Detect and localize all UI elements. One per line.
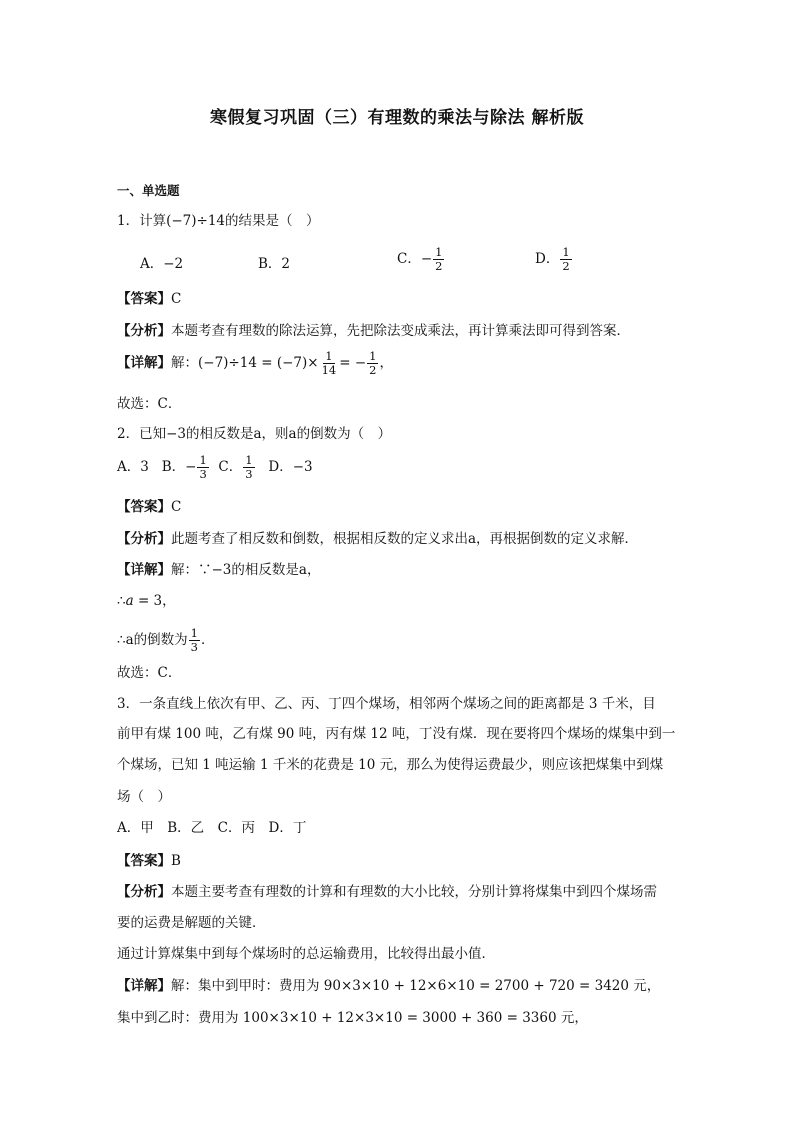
q2-answer <box>117 497 181 517</box>
detail-tag: 【详解】 <box>117 562 171 578</box>
q2-analysis <box>117 529 638 549</box>
analysis-tag: 【分析】 <box>117 323 171 339</box>
q1-detail <box>117 350 393 377</box>
fraction-denominator: 14 <box>321 363 337 377</box>
q1-option-d <box>535 246 573 273</box>
q3-stem-line-4: 场（ ） <box>117 789 171 805</box>
fraction-numerator: 1 <box>190 626 198 640</box>
q2-option-a: A．3 <box>117 459 149 475</box>
q3-detail-line-1 <box>117 976 660 996</box>
answer-value: C <box>171 499 182 515</box>
q3-analysis-line-1 <box>117 882 657 902</box>
fraction-denominator: 2 <box>369 363 377 377</box>
q2-option-b-fraction <box>197 454 208 481</box>
q2-step-1 <box>117 591 176 611</box>
q1-option-b: B．2 <box>258 256 291 272</box>
answer-tag: 【答案】 <box>117 853 171 869</box>
fraction-numerator: 1 <box>199 453 207 467</box>
detail-expression-start: 解：(−7)÷14 = (−7)× <box>171 355 319 371</box>
section-heading: 一、单选题 <box>117 183 180 198</box>
q3-options: A．甲 B．乙 C．丙 D．丁 <box>117 820 307 836</box>
q2-detail <box>117 560 320 580</box>
q1-option-a: A．−2 <box>140 256 184 272</box>
detail-text: 解：集中到甲时：费用为 90×3×10 + 12×6×10 = 2700 + 720 = 3420 元， <box>171 978 661 994</box>
q3-analysis-line-3: 通过计算煤集中到每个煤场时的总运输费用，比较得出最小值． <box>117 946 495 962</box>
fraction-numerator: 1 <box>435 245 443 259</box>
answer-tag: 【答案】 <box>117 291 171 307</box>
fraction-numerator: 1 <box>562 245 570 259</box>
q3-analysis-line-2: 要的运费是解题的关键． <box>117 915 266 931</box>
q2-option-c-fraction <box>243 454 254 481</box>
q3-answer <box>117 851 181 871</box>
q1-option-d-prefix: D． <box>535 251 560 267</box>
analysis-tag: 【分析】 <box>117 884 171 900</box>
q1-analysis <box>117 321 630 341</box>
q3-stem-line-2: 前甲有煤 100 吨，乙有煤 90 吨，丙有煤 12 吨，丁没有煤．现在要将四个煤场的煤集中到一 <box>117 726 676 742</box>
fraction-denominator: 2 <box>435 259 443 273</box>
detail-tag: 【详解】 <box>117 978 171 994</box>
step-2-text: ∴a的倒数为 <box>117 632 188 648</box>
page-title: 寒假复习巩固（三）有理数的乘法与除法 解析版 <box>210 108 584 128</box>
answer-value: C <box>171 291 182 307</box>
q2-option-c-prefix: C． <box>218 459 243 475</box>
q1-option-c-prefix: C．− <box>397 251 433 267</box>
variable-a: a <box>125 593 134 609</box>
q2-choose: 故选：C． <box>117 665 182 681</box>
fraction-denominator: 2 <box>562 259 570 273</box>
answer-tag: 【答案】 <box>117 499 171 515</box>
q3-detail-line-2: 集中到乙时：费用为 100×3×10 + 12×3×10 = 3000 + 360 = 3360 元， <box>117 1010 588 1026</box>
fraction-numerator: 1 <box>325 349 333 363</box>
therefore-symbol: ∴ <box>117 593 126 609</box>
fraction-denominator: 3 <box>245 467 253 481</box>
fraction-denominator: 3 <box>199 467 207 481</box>
detail-text: 解：∵−3的相反数是a， <box>171 562 321 578</box>
q1-option-d-fraction <box>560 246 571 273</box>
fraction-numerator: 1 <box>369 349 377 363</box>
fraction-numerator: 1 <box>245 453 253 467</box>
q2-options <box>117 454 313 481</box>
analysis-tag: 【分析】 <box>117 531 171 547</box>
detail-expression-mid: = − <box>339 355 367 371</box>
analysis-text: 本题主要考查有理数的计算和有理数的大小比较，分别计算将煤集中到四个煤场需 <box>171 884 657 900</box>
q2-option-d: D．−3 <box>268 459 313 475</box>
q3-stem-line-1: 3．一条直线上依次有甲、乙、丙、丁四个煤场，相邻两个煤场之间的距离都是 3 千米，目 <box>117 696 656 712</box>
analysis-text: 此题考查了相反数和倒数，根据相反数的定义求出a，再根据倒数的定义求解． <box>171 531 639 547</box>
q2-stem: 2．已知−3的相反数是a，则a的倒数为（ ） <box>117 426 392 442</box>
q2-option-b-prefix: B．− <box>161 459 197 475</box>
step-2-end: ． <box>200 632 215 648</box>
step-1-equation: = 3， <box>133 593 176 609</box>
q2-step-2-fraction <box>189 627 200 654</box>
fraction-denominator: 3 <box>190 640 198 654</box>
q1-answer <box>117 289 181 309</box>
detail-tag: 【详解】 <box>117 355 171 371</box>
q1-stem: 1．计算(−7)÷14的结果是（ ） <box>117 213 320 229</box>
answer-value: B <box>171 853 181 869</box>
q1-choose: 故选：C． <box>117 396 182 412</box>
q1-option-c-fraction <box>433 246 444 273</box>
q3-stem-line-3: 个煤场，已知 1 吨运输 1 千米的花费是 10 元，那么为使得运费最少，则应该把煤集中到煤 <box>117 757 664 773</box>
q1-option-c <box>397 246 445 273</box>
analysis-text: 本题考查有理数的除法运算，先把除法变成乘法，再计算乘法即可得到答案． <box>171 323 630 339</box>
detail-fraction-1 <box>320 350 339 377</box>
detail-expression-end: ， <box>379 355 393 371</box>
detail-fraction-2 <box>367 350 378 377</box>
q2-step-2 <box>117 627 214 654</box>
